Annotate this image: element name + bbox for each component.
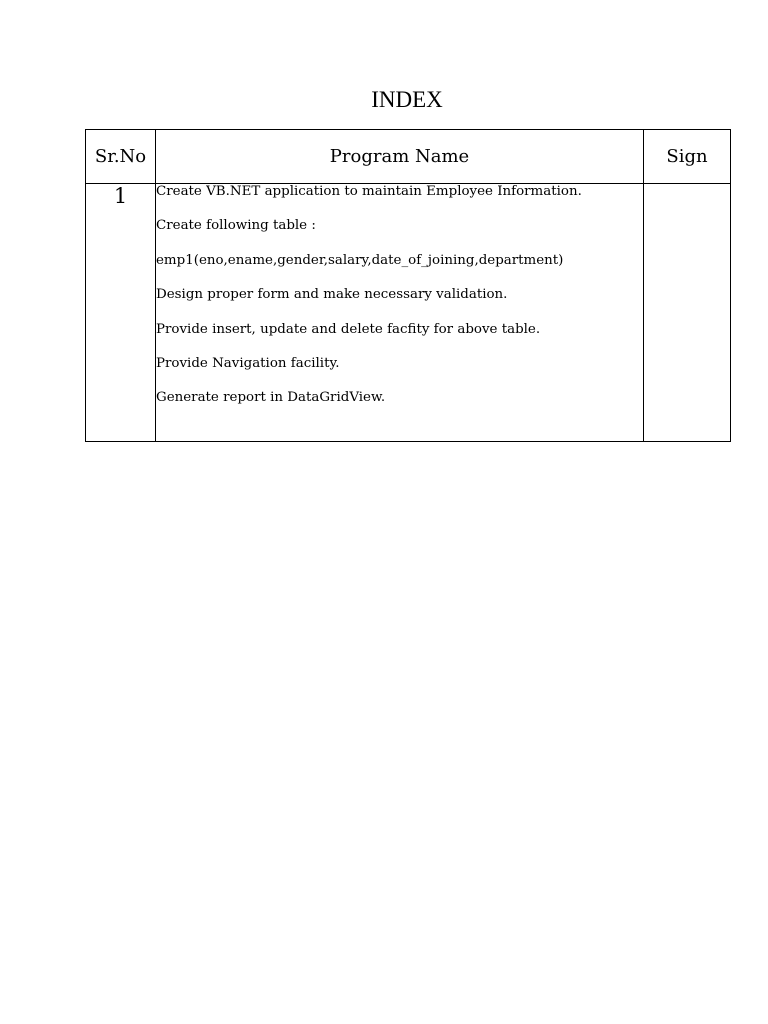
header-program-name: Program Name [156,130,644,184]
page-title: INDEX [371,87,443,112]
table-header-row [86,130,731,184]
table-row [86,184,731,442]
srno-cell: 1 [86,184,156,442]
program-name-cell [156,184,644,442]
program-line: Create following table : [156,218,316,234]
header-sign: Sign [644,130,731,184]
program-line: Create VB.NET application to maintain Employee Information. [156,184,582,199]
index-table [85,129,731,442]
program-line: Provide Navigation facility. [156,355,340,371]
header-srno: Sr.No [86,130,156,184]
program-line: Design proper form and make necessary validation. [156,287,508,303]
program-line: emp1(eno,ename,gender,salary,date_of_joining,department) [156,252,564,268]
program-line: Provide insert, update and delete facfity for above table. [156,321,541,337]
program-line: Generate report in DataGridView. [156,390,386,406]
sign-cell [644,184,731,442]
